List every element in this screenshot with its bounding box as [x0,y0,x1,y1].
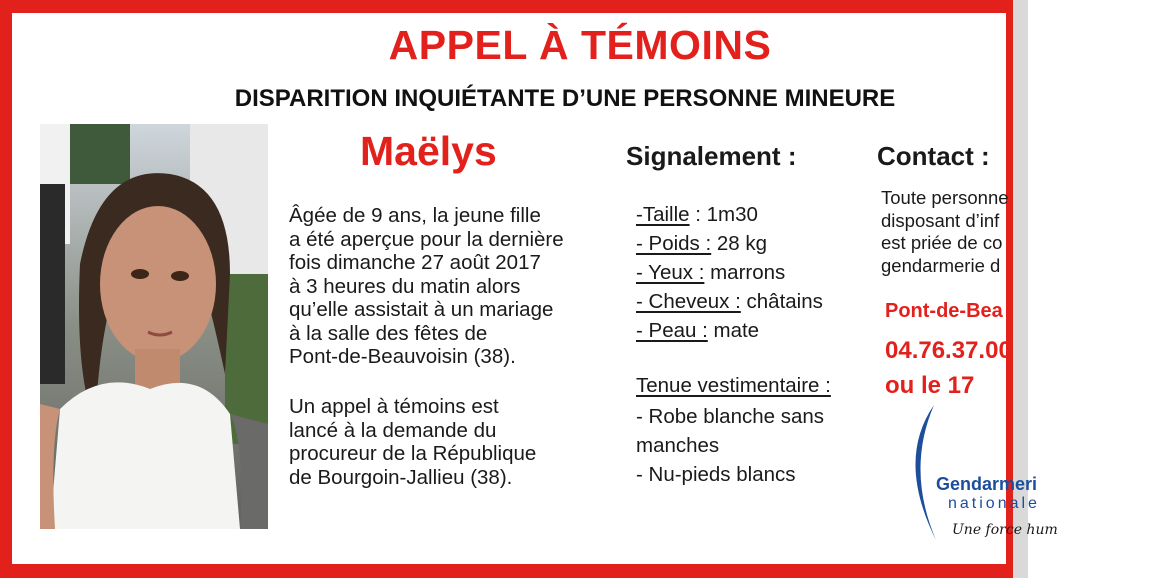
poster-subtitle: DISPARITION INQUIÉTANTE D’UNE PERSONNE MINEURE [234,85,896,112]
missing-person-photo [40,124,268,529]
signalement-item-taille [636,203,823,232]
contact-line: Toute personne [881,187,1009,208]
description-line: qu’elle assistait à un mariage [289,298,554,321]
signalement-label: - Cheveux : [636,290,741,313]
tenue-heading: Tenue vestimentaire : [636,374,831,397]
appeal-description [289,395,629,489]
frame-bottom-border [0,564,1028,578]
description-line: a été aperçue pour la dernière [289,227,564,251]
contact-place: Pont-de-Bea [885,300,1003,322]
signalement-value: marrons [704,261,786,284]
contact-line: gendarmerie d [881,254,1001,276]
signalement-value: 28 kg [711,232,768,255]
appeal-line: Un appel à témoins est [289,395,499,418]
signalement-label: -Taille [636,203,690,226]
signalement-item-cheveux [636,290,823,319]
contact-alt-number: ou le 17 [885,372,975,399]
signalement-value: châtains [740,290,823,313]
signalement-value: : 1m30 [689,203,758,226]
gendarmerie-subtitle: nationale [948,495,1040,512]
signalement-label: - Peau : [636,319,708,342]
description-line: à 3 heures du matin alors [289,274,521,298]
description-line: Âgée de 9 ans, la jeune fille [289,204,541,227]
tenue-list [636,402,886,489]
description-line: à la salle des fêtes de [289,321,488,345]
gendarmerie-motto: Une force hum [952,522,1058,538]
tenue-item: - Nu-pieds blancs [636,463,796,486]
appeal-line: procureur de la République [289,442,537,465]
poster-title: APPEL À TÉMOINS [388,22,772,68]
signalement-value: mate [707,319,760,342]
disappearance-description [289,204,629,369]
contact-heading: Contact : [877,141,990,171]
contact-phone-number: 04.76.37.00 [885,337,1012,364]
description-line: fois dimanche 27 août 2017 [289,251,541,274]
description-line: Pont-de-Beauvoisin (38). [289,345,516,368]
signalement-item-yeux [636,261,823,290]
contact-line: est priée de co [881,232,1003,253]
person-name: Maëlys [360,128,497,174]
tenue-item: - Robe blanche sans manches [636,405,825,457]
gendarmerie-name: Gendarmeri [936,474,1038,494]
signalement-list [636,203,823,348]
signalement-label: - Poids : [636,232,712,255]
signalement-item-poids [636,232,823,261]
contact-text [881,187,1009,277]
signalement-label: - Yeux : [636,261,705,284]
contact-line: disposant d’inf [881,209,1000,231]
frame-top-border [0,0,1028,13]
signalement-item-peau [636,319,823,348]
appeal-line: de Bourgoin-Jallieu (38). [289,465,513,489]
signalement-heading: Signalement : [626,141,797,171]
appeal-line: lancé à la demande du [289,418,497,442]
